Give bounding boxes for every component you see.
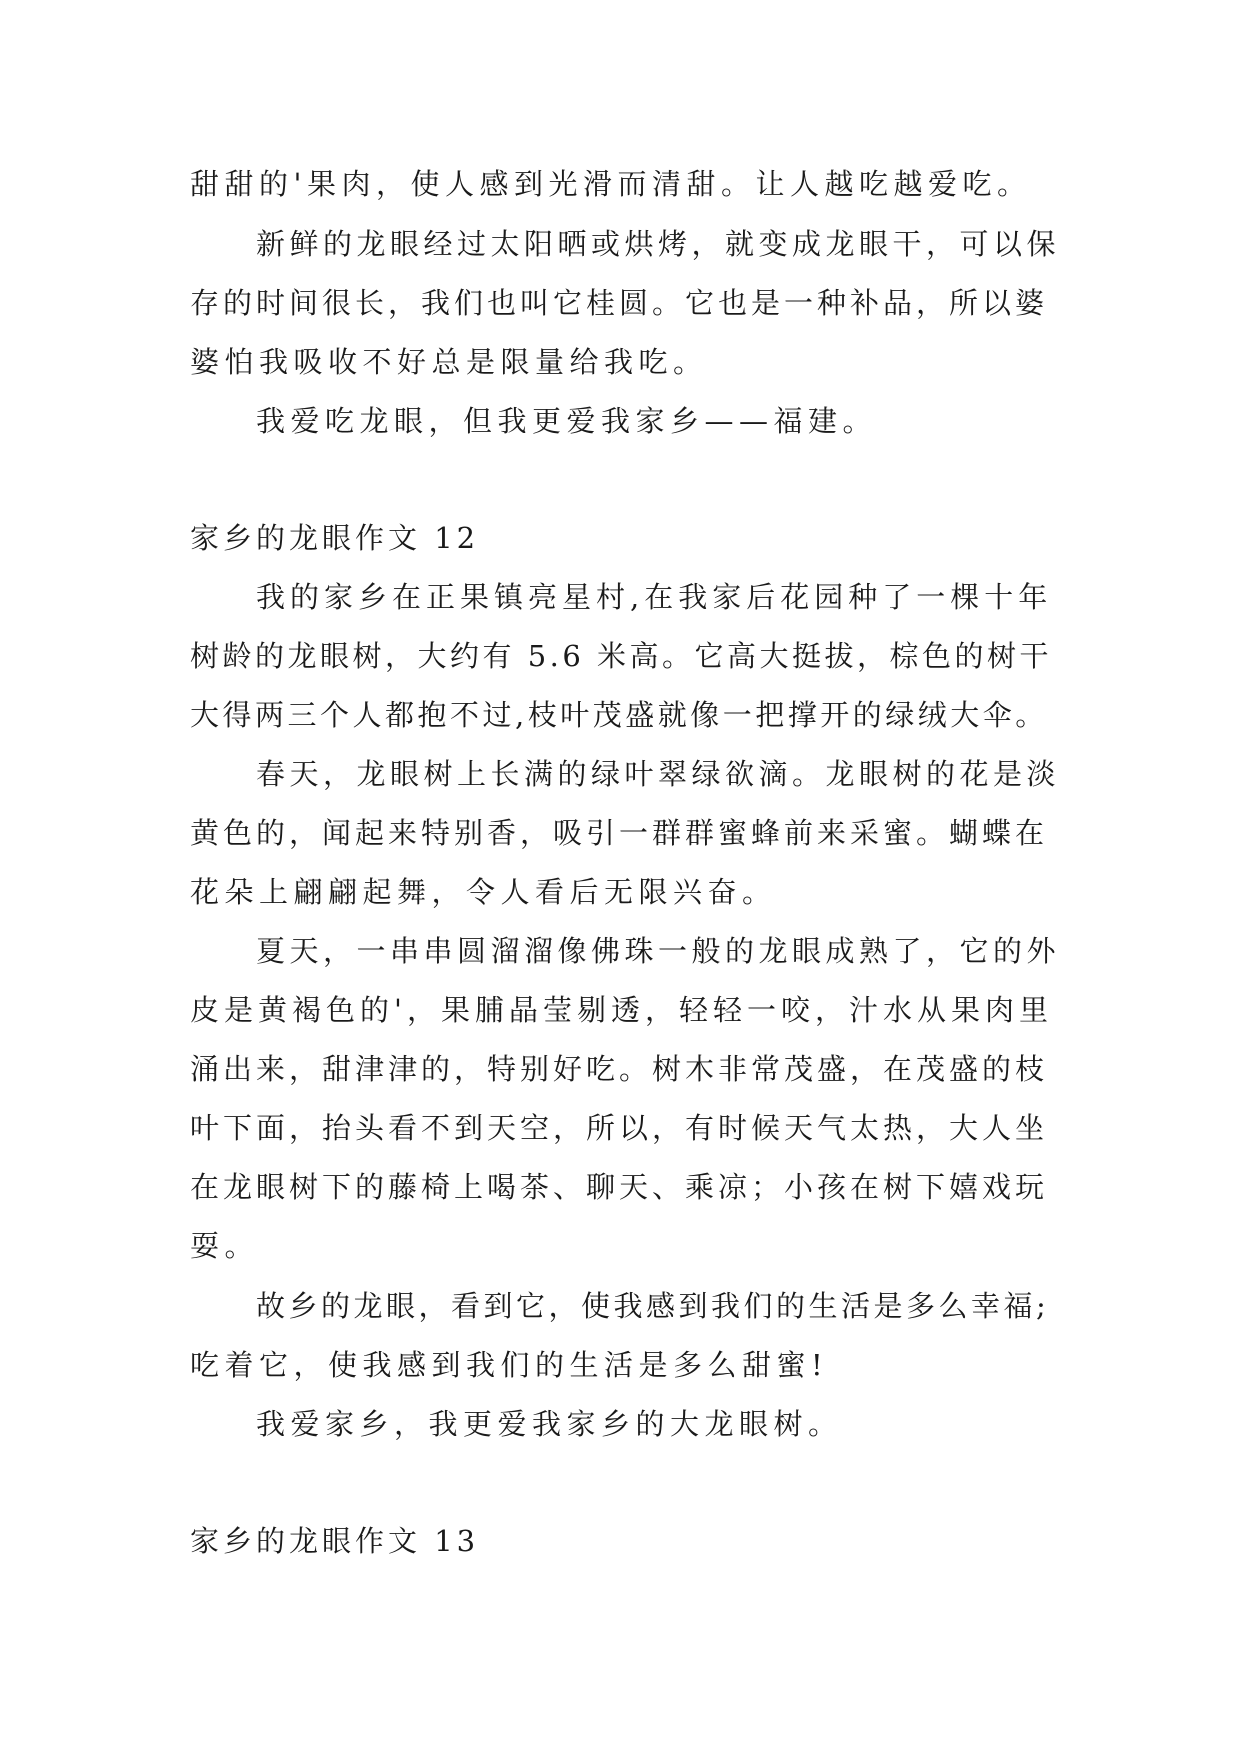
text-line: 在龙眼树下的藤椅上喝茶、聊天、乘凉；小孩在树下嬉戏玩 — [190, 1170, 1049, 1204]
paragraph-start-line: 春天，龙眼树上长满的绿叶翠绿欲滴。龙眼树的花是淡 — [256, 757, 1061, 791]
text-line: 吃着它，使我感到我们的生活是多么甜蜜! — [190, 1348, 829, 1382]
text-line: 婆怕我吸收不好总是限量给我吃。 — [190, 345, 708, 379]
paragraph-start-line: 我爱家乡，我更爱我家乡的大龙眼树。 — [256, 1407, 843, 1441]
paragraph-start-line: 故乡的龙眼，看到它，使我感到我们的生活是多么幸福; — [256, 1289, 1050, 1323]
text-line: 甜甜的'果肉，使人感到光滑而清甜。让人越吃越爱吃。 — [190, 167, 1032, 201]
text-line: 花朵上翩翩起舞，令人看后无限兴奋。 — [190, 875, 777, 909]
text-line: 存的时间很长，我们也叫它桂圆。它也是一种补品，所以婆 — [190, 286, 1049, 320]
paragraph-start-line: 我爱吃龙眼，但我更爱我家乡——福建。 — [256, 404, 878, 438]
section-heading: 家乡的龙眼作文 12 — [190, 521, 480, 555]
paragraph-start-line: 我的家乡在正果镇亮星村,在我家后花园种了一棵十年 — [256, 580, 1053, 614]
text-line: 耍。 — [190, 1229, 260, 1263]
section-heading: 家乡的龙眼作文 13 — [190, 1524, 480, 1558]
paragraph-start-line: 夏天，一串串圆溜溜像佛珠一般的龙眼成熟了，它的外 — [256, 934, 1061, 968]
text-line: 树龄的龙眼树，大约有 5.6 米高。它高大挺拔，棕色的树干 — [190, 639, 1053, 673]
text-line: 黄色的，闻起来特别香，吸引一群群蜜蜂前来采蜜。蝴蝶在 — [190, 816, 1049, 850]
text-line: 涌出来，甜津津的，特别好吃。树木非常茂盛，在茂盛的枝 — [190, 1052, 1049, 1086]
paragraph-start-line: 新鲜的龙眼经过太阳晒或烘烤，就变成龙眼干，可以保 — [256, 227, 1061, 261]
text-line: 叶下面，抬头看不到天空，所以，有时候天气太热，大人坐 — [190, 1111, 1049, 1145]
text-line: 皮是黄褐色的'，果脯晶莹剔透，轻轻一咬，汁水从果肉里 — [190, 993, 1053, 1027]
text-line: 大得两三个人都抱不过,枝叶茂盛就像一把撑开的绿绒大伞。 — [190, 698, 1048, 732]
